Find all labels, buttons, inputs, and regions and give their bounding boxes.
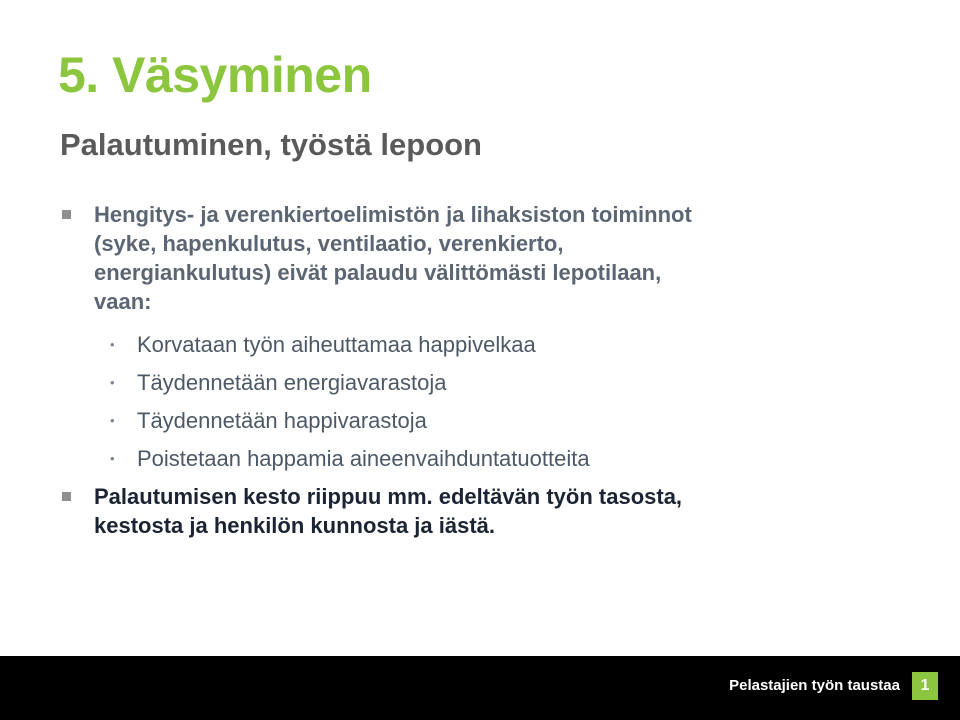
page-number-badge: 1 <box>912 672 938 700</box>
sub-bullet-energy-stores <box>60 364 920 402</box>
sub-bullet-text: Täydennetään happivarastoja <box>137 408 427 433</box>
bullet-line: kestosta ja henkilön kunnosta ja iästä. <box>94 513 496 538</box>
square-bullet-icon <box>62 492 71 501</box>
sub-bullet-metabolites <box>60 440 920 478</box>
bullet-line: energiankulutus) eivät palaudu välittömästi lepotilaan, <box>94 260 662 285</box>
bullet-line: vaan: <box>94 289 152 314</box>
dot-bullet-icon: • <box>110 375 115 390</box>
square-bullet-icon <box>62 210 71 219</box>
slide-title: 5. Väsyminen <box>58 47 372 103</box>
sub-bullet-list <box>60 326 920 478</box>
bullet-line: Palautumisen kesto riippuu mm. edeltävän työn tasosta, <box>94 484 683 509</box>
slide-subtitle: Palautuminen, työstä lepoon <box>60 127 482 162</box>
sub-bullet-oxygen-debt <box>60 326 920 364</box>
sub-bullet-text: Korvataan työn aiheuttamaa happivelkaa <box>137 332 536 357</box>
bullet-line: Hengitys- ja verenkiertoelimistön ja lihaksiston toiminnot <box>94 202 692 227</box>
bullet-line: (syke, hapenkulutus, ventilaatio, verenkierto, <box>94 231 564 256</box>
footer-bar <box>0 656 960 720</box>
slide-content <box>60 200 920 540</box>
bullet-recovery-duration <box>60 482 920 540</box>
bullet-recovery-functions <box>60 200 920 316</box>
sub-bullet-text: Poistetaan happamia aineenvaihduntatuotteita <box>137 446 590 471</box>
sub-bullet-oxygen-stores <box>60 402 920 440</box>
footer-title: Pelastajien työn taustaa <box>729 677 900 694</box>
sub-bullet-text: Täydennetään energiavarastoja <box>137 370 447 395</box>
dot-bullet-icon: • <box>110 413 115 428</box>
dot-bullet-icon: • <box>110 451 115 466</box>
dot-bullet-icon: • <box>110 337 115 352</box>
